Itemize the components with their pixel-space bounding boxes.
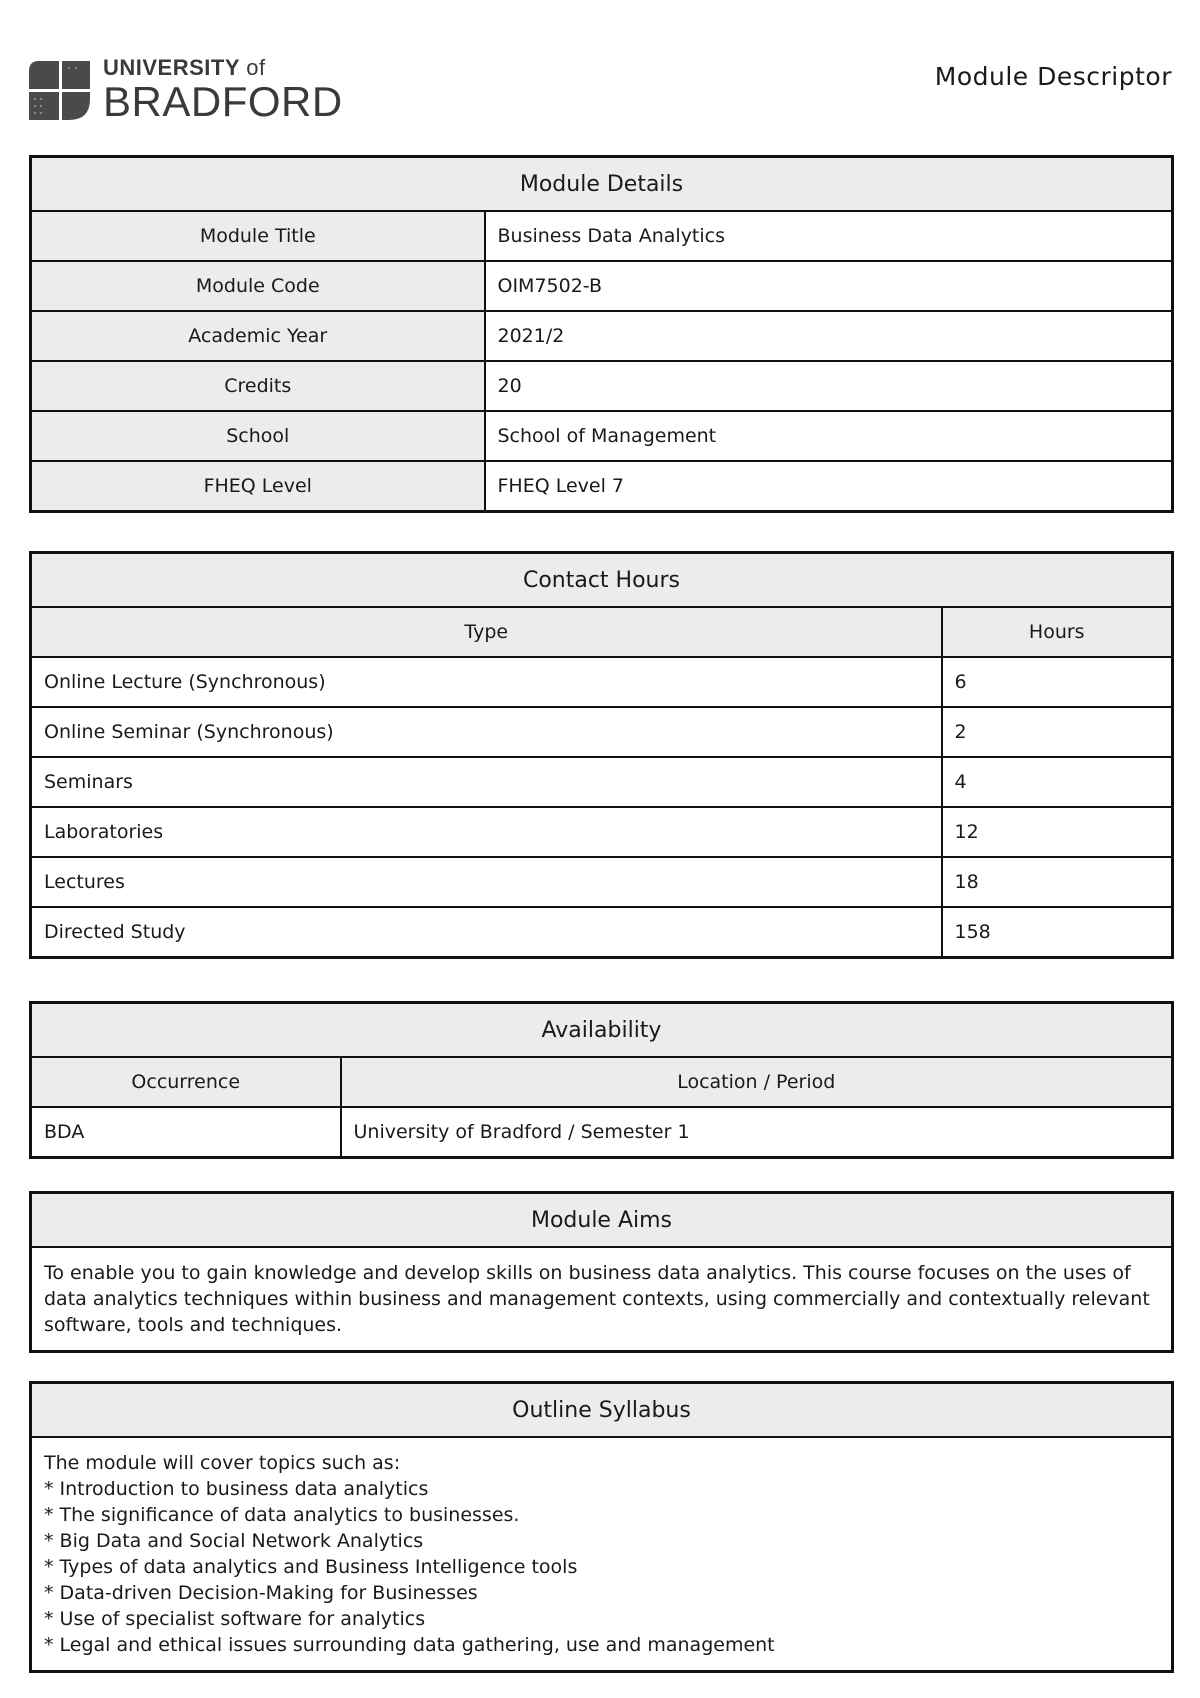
table-row [31,211,1173,261]
academic-year-label: Academic Year [31,311,485,361]
academic-year-value: 2021/2 [485,311,1173,361]
hours-column-header: Hours [942,607,1173,657]
contact-hours-cell: 2 [942,707,1173,757]
credits-value: 20 [485,361,1173,411]
contact-hours-cell: 12 [942,807,1173,857]
contact-hours-cell: 4 [942,757,1173,807]
table-row [31,907,1173,958]
module-aims-text: To enable you to gain knowledge and develop skills on business data analytics. This course focuses on the uses of data analytics techniques within business and management contexts, using commercially and contextually relevant software, tools and techniques. [31,1247,1173,1352]
contact-type-cell: Laboratories [31,807,942,857]
list-item: * Types of data analytics and Business Intelligence tools [44,1556,578,1578]
contact-hours-heading: Contact Hours [31,553,1173,608]
table-row [31,657,1173,707]
logo-university-text: UNIVERSITY [103,55,240,80]
logo-bradford-text: BRADFORD [103,78,343,125]
module-title-value: Business Data Analytics [485,211,1173,261]
location-period-cell: University of Bradford / Semester 1 [341,1107,1173,1158]
table-row [31,757,1173,807]
module-details-heading: Module Details [31,157,1173,212]
list-item: * Use of specialist software for analytics [44,1608,426,1630]
fheq-level-value: FHEQ Level 7 [485,461,1173,512]
module-code-value: OIM7502-B [485,261,1173,311]
outline-syllabus-table [29,1381,1174,1673]
table-row [31,361,1173,411]
occurrence-column-header: Occurrence [31,1057,341,1107]
table-row [31,857,1173,907]
contact-hours-cell: 158 [942,907,1173,958]
table-row [31,707,1173,757]
contact-hours-cell: 18 [942,857,1173,907]
table-row [31,807,1173,857]
syllabus-intro: The module will cover topics such as: [44,1452,401,1474]
table-row [31,411,1173,461]
table-row [31,261,1173,311]
location-column-header: Location / Period [341,1057,1173,1107]
module-aims-heading: Module Aims [31,1193,1173,1248]
list-item: * The significance of data analytics to businesses. [44,1504,520,1526]
table-row [31,461,1173,512]
university-logo [29,57,343,123]
list-item: * Introduction to business data analytics [44,1478,429,1500]
table-row [31,1107,1173,1158]
type-column-header: Type [31,607,942,657]
contact-type-cell: Lectures [31,857,942,907]
page-header [29,57,1172,123]
availability-heading: Availability [31,1003,1173,1058]
module-code-label: Module Code [31,261,485,311]
availability-table [29,1001,1174,1159]
contact-type-cell: Seminars [31,757,942,807]
fheq-level-label: FHEQ Level [31,461,485,512]
school-value: School of Management [485,411,1173,461]
list-item: * Data-driven Decision-Making for Businesses [44,1582,478,1604]
list-item: * Big Data and Social Network Analytics [44,1530,424,1552]
contact-type-cell: Online Lecture (Synchronous) [31,657,942,707]
table-row [31,311,1173,361]
university-crest-icon [29,59,93,120]
contact-type-cell: Directed Study [31,907,942,958]
module-title-label: Module Title [31,211,485,261]
document-title: Module Descriptor [934,62,1172,91]
contact-type-cell: Online Seminar (Synchronous) [31,707,942,757]
module-aims-table [29,1191,1174,1353]
module-details-table [29,155,1174,513]
outline-syllabus-heading: Outline Syllabus [31,1383,1173,1438]
contact-hours-table [29,551,1174,959]
logo-of-text: of [246,55,266,80]
outline-syllabus-body [31,1437,1173,1672]
occurrence-cell: BDA [31,1107,341,1158]
list-item: * Legal and ethical issues surrounding data gathering, use and management [44,1634,775,1656]
contact-hours-cell: 6 [942,657,1173,707]
school-label: School [31,411,485,461]
credits-label: Credits [31,361,485,411]
